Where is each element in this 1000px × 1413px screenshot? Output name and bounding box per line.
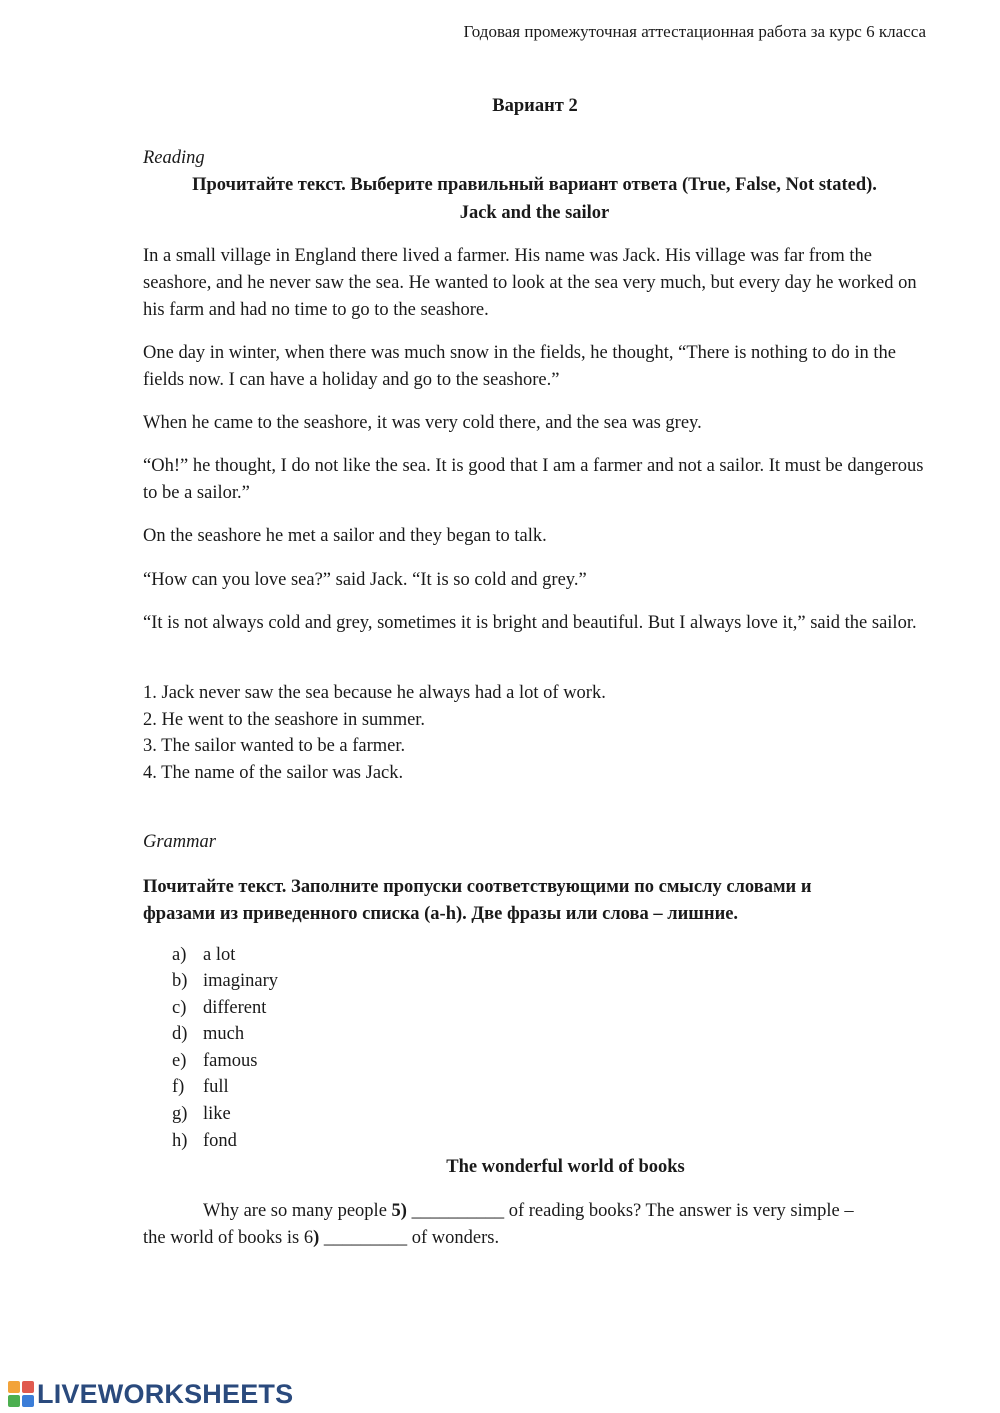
gap-number-5: 5) [391,1201,407,1221]
option-letter: c) [172,998,187,1018]
statement-item: 3. The sailor wanted to be a farmer. [143,736,406,756]
option-text: fond [203,1131,237,1151]
option-text: famous [203,1051,258,1071]
reading-paragraph: When he came to the seashore, it was very cold there, and the sea was grey. [143,413,702,433]
grammar-text-title: The wonderful world of books [446,1157,685,1177]
reading-section-label: Reading [143,148,205,168]
word-option [172,1077,229,1098]
option-text: a lot [203,945,236,965]
word-option [172,1051,257,1072]
option-letter: e) [172,1051,187,1071]
grammar-section-label: Grammar [143,832,216,852]
reading-paragraph: On the seashore he met a sailor and they began to talk. [143,526,547,546]
logo-square [8,1381,20,1393]
logo-square [22,1395,34,1407]
reading-paragraph: “Oh!” he thought, I do not like the sea. It is good that I am a farmer and not a sailor. It must be dangerous to be a sailor.” [143,456,924,503]
word-option [172,945,235,966]
option-letter: g) [172,1104,188,1124]
word-option [172,1104,231,1125]
statement-item: 1. Jack never saw the sea because he always had a lot of work. [143,683,606,703]
reading-paragraph: “It is not always cold and grey, sometimes it is bright and beautiful. But I always love it,” said the sailor. [143,613,917,633]
page-header: Годовая промежуточная аттестационная работа за курс 6 класса [463,22,926,41]
option-letter: h) [172,1131,188,1151]
gap-text-segment: Why are so many people [203,1201,392,1221]
option-text: different [203,998,267,1018]
word-option [172,971,278,992]
gap-text-line2 [143,1228,499,1249]
option-letter: d) [172,1024,188,1044]
grammar-instruction-line2: фразами из приведенного списка (a-h). Две фразы или слова – лишние. [143,904,739,924]
option-text: imaginary [203,971,279,991]
liveworksheets-watermark [8,1378,293,1410]
option-text: much [203,1024,245,1044]
option-text: like [203,1104,231,1124]
logo-square [22,1381,34,1393]
reading-instruction: Прочитайте текст. Выберите правильный вариант ответа (True, False, Not stated). [192,175,877,195]
reading-paragraph: One day in winter, when there was much snow in the fields, he thought, “There is nothing to do in the fields now. I can have a holiday and go to the seashore.” [143,343,896,390]
liveworksheets-logo-icon [8,1381,34,1407]
gap-text-segment: _________ of wonders. [319,1228,500,1248]
reading-title: Jack and the sailor [459,203,610,223]
gap-text-segment: __________ of reading books? The answer is very simple – [406,1201,854,1221]
option-letter: a) [172,945,187,965]
statement-item: 2. He went to the seashore in summer. [143,710,426,730]
gap-text-segment: the world of books is 6 [143,1228,314,1248]
variant-title: Вариант 2 [492,96,578,116]
statement-item: 4. The name of the sailor was Jack. [143,763,404,783]
word-option [172,1131,237,1152]
watermark-text: LIVEWORKSHEETS [37,1378,294,1409]
reading-paragraph: “How can you love sea?” said Jack. “It is so cold and grey.” [143,570,587,590]
word-option [172,998,266,1019]
reading-paragraph: In a small village in England there lived a farmer. His name was Jack. His village was far from the seashore, and he never saw the sea. He wanted to look at the sea very much, but every day he worked on his farm and had no time to go to the seashore. [143,246,917,320]
option-letter: f) [172,1077,185,1097]
gap-number-6-paren: ) [313,1228,320,1248]
word-option [172,1024,244,1045]
option-text: full [203,1077,229,1097]
logo-square [8,1395,20,1407]
gap-text-line1 [203,1201,854,1222]
grammar-instruction-line1: Почитайте текст. Заполните пропуски соответствующими по смыслу словами и [143,877,812,897]
option-letter: b) [172,971,188,991]
